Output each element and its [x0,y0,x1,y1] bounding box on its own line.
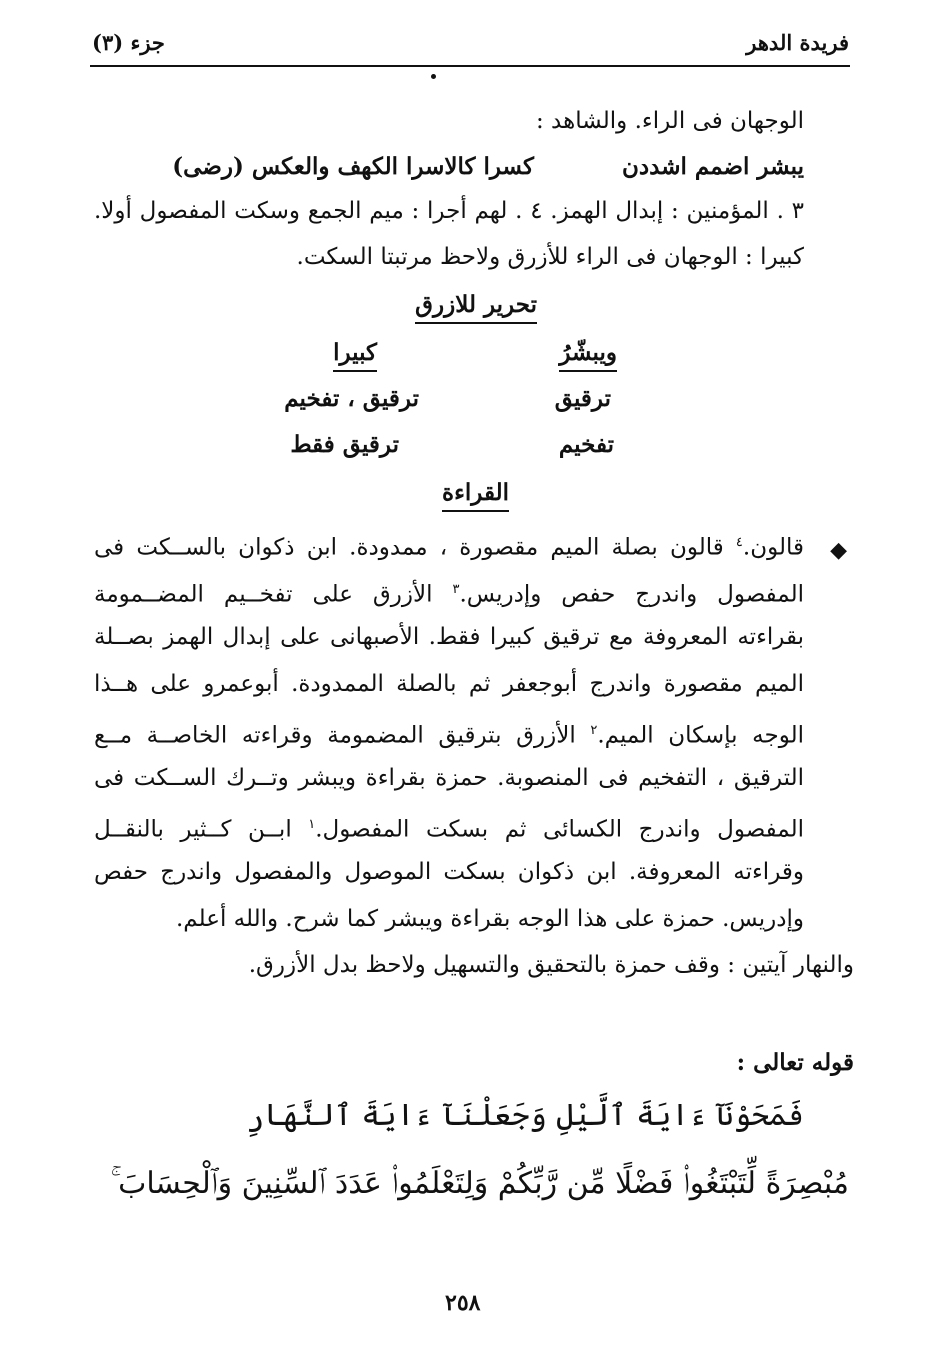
volume-label: جزء (٣) [92,30,165,55]
qiraah-title [442,476,509,510]
qiraah-title-text: القراءة [442,479,509,512]
qiraah-line-2: المفصول واندرج حفص وإدريس.$^٣$ الأزرق على تفخــيم المضــمومة [94,581,805,608]
qiraah-line-7: المفصول واندرج الكسائى ثم بسكت المفصول.$^١$ ابــن كــثير بالنقــل [94,816,804,843]
qiraah-line-1: قالون.$^٤$ قالون بصلة الميم مقصورة ، ممدودة. ابن ذكوان بالســكت فى [94,534,804,561]
quran-line-2: مُبْصِرَةً لِّتَبْتَغُوا۟ فَضْلًا مِّن رَّبِّكُمْ وَلِتَعْلَمُوا۟ عَدَدَ ٱلسِّنِينَ وَٱلْحِسَابَ ۚ [110,1166,849,1201]
qiraah-line-4: الميم مقصورة واندرج أبوجعفر ثم بالصلة الممدودة. أبوعمرو على هــذا [94,671,804,697]
intro-line-3: ٣ . المؤمنين : إبدال الهمز. ٤ . لهم أجرا : ميم الجمع وسكت المفصول أولا. [94,198,804,224]
tahrir-col-right-header-text: ويبشّرُ [559,339,617,372]
page-number: ٢٥٨ [445,1290,481,1316]
tahrir-title [415,288,537,322]
quran-line-1: فَمَحَوْنَآ ءَايَةَ ٱلَّيْلِ وَجَعَلْنَآ ءَايَةَ ٱلنَّهَارِ [246,1098,804,1133]
nahar-note: والنهار آيتين : وقف حمزة بالتحقيق والتسهيل ولاحظ بدل الأزرق. [248,952,854,978]
tahrir-col-left-header-text: كبيرا [333,339,377,372]
quote-intro: قوله تعالى : [736,1049,854,1076]
intro-line-4: كبيرا : الوجهان فى الراء للأزرق ولاحظ مرتبتا السكت. [296,244,804,270]
page-header [92,22,849,62]
tahrir-col-right-header [559,336,617,370]
qiraah-line-6: الترقيق ، التفخيم فى المنصوبة. حمزة بقراءة ويبشر وتــرك الســكت فى [94,765,804,791]
tahrir-row-2-left: ترقيق فقط [290,431,399,458]
header-rule [90,65,850,67]
verse-right-hemistich: يبشر اضمم اشددن [622,153,804,180]
tahrir-row-2-right: تفخيم [558,431,614,458]
tahrir-row-1-left: ترقيق ، تفخيم [284,385,419,412]
tahrir-title-text: تحرير للازرق [415,291,537,324]
qiraah-line-8: وقراءته المعروفة. ابن ذكوان بسكت الموصول والمفصول واندرج حفص [94,859,804,885]
intro-line-1: الوجهان فى الراء. والشاهد : [536,108,804,134]
qiraah-line-5: الوجه بإسكان الميم.$^٢$ الأزرق بترقيق المضمومة وقراءته الخاصــة مــع [94,722,804,749]
tahrir-col-left-header [333,336,377,370]
qiraah-last-line: وإدريس. حمزة على هذا الوجه بقراءة ويبشر كما شرح. والله أعلم. [176,906,804,932]
qiraah-line-3: بقراءته المعروفة مع ترقيق كبيرا فقط. الأصبهانى على إبدال الهمز بصــلة [94,624,804,650]
tahrir-row-1-right: ترقيق [554,385,611,412]
book-title: فريدة الدهر [746,30,849,55]
ornament-dot [431,74,436,79]
diamond-bullet-icon: ◆ [830,538,847,563]
verse-left-hemistich: كسرا كالاسرا الكهف والعكس (رضى) [172,153,534,180]
